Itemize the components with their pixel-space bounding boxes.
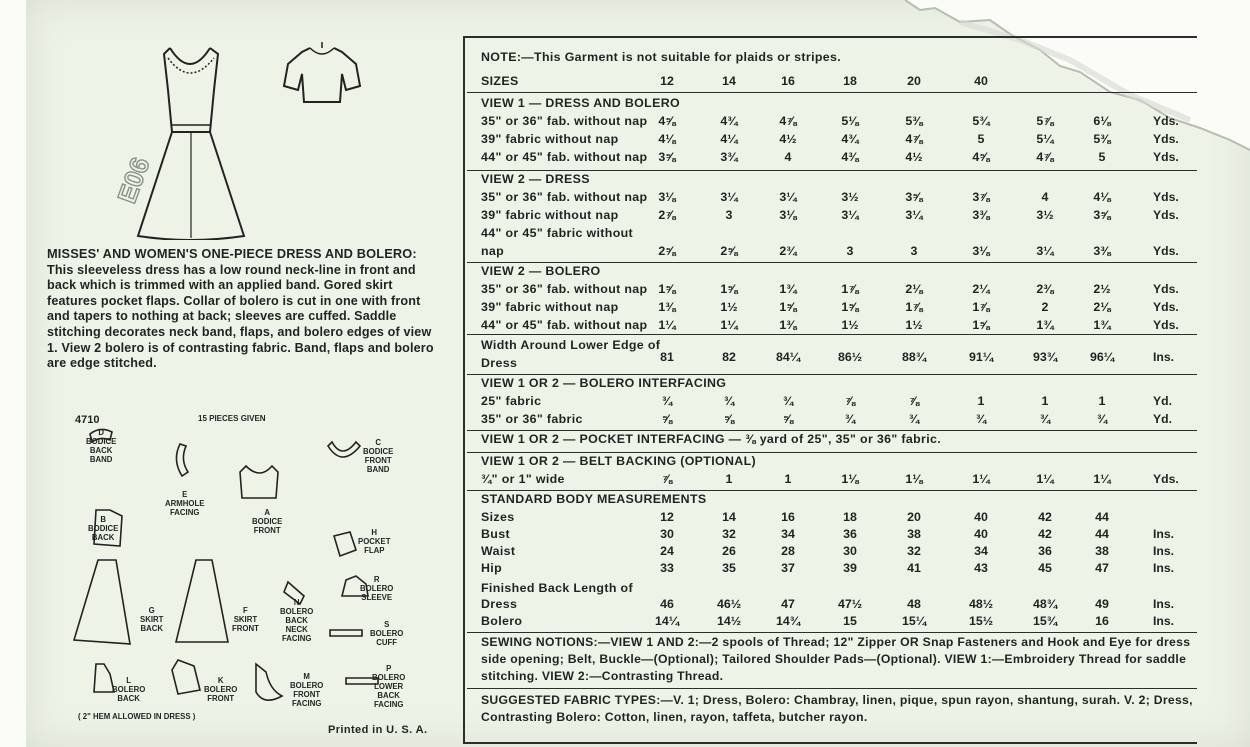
cell-value: 4¾ (841, 132, 859, 146)
row-label: 44" or 45" fabric without (481, 226, 634, 240)
cell-value: ¾ (1096, 412, 1108, 426)
cell-value: 1½ (905, 318, 923, 332)
cell-value: 2⅝ (720, 244, 738, 258)
cell-value: 20 (907, 510, 921, 524)
width-label: Width Around Lower Edge of (481, 338, 661, 352)
cell-value: 40 (974, 527, 988, 541)
piece-label-e: E ARMHOLE FACING (165, 490, 205, 517)
cell-value: 3⅝ (658, 150, 676, 164)
cell-value: ⅝ (782, 412, 794, 426)
unit-label: Yd. (1153, 412, 1172, 426)
cell-value: 46½ (716, 597, 742, 611)
cell-value: 1⅝ (841, 300, 859, 314)
cell-value: 1⅝ (779, 300, 797, 314)
cell-value: 48½ (968, 597, 994, 611)
fabric-types: SUGGESTED FABRIC TYPES:—V. 1; Dress, Bolero: Chambray, linen, pique, spun rayon, shantung, surah. V. 2; Dress, Contrasting Bolero: Cotton, linen, rayon, taffeta, butcher rayon. (481, 693, 1193, 724)
cell-value: 3⅝ (905, 190, 923, 204)
cell-value: 37 (781, 561, 795, 575)
cell-value: 81 (660, 350, 674, 364)
cell-value: 35 (722, 561, 736, 575)
cell-value: 40 (974, 510, 988, 524)
piece-label-c: C BODICE FRONT BAND (363, 438, 394, 474)
section-header: VIEW 2 — BOLERO (481, 264, 601, 278)
cell-value: 1½ (841, 318, 859, 332)
cell-value: 14½ (716, 614, 742, 628)
cell-value: 47½ (837, 597, 863, 611)
cell-value: 1 (725, 472, 733, 486)
cell-value: 4 (784, 150, 792, 164)
cell-value: 47 (1095, 561, 1109, 575)
cell-value: 1¾ (1036, 318, 1054, 332)
cell-value: 1¼ (1093, 472, 1111, 486)
description-title: MISSES' AND WOMEN'S ONE-PIECE DRESS AND BOLERO: (47, 246, 417, 261)
piece-label-s: S BOLERO CUFF (370, 620, 404, 647)
table-divider (467, 170, 1197, 171)
row-label: Dress (481, 597, 518, 611)
cell-value: 30 (660, 527, 674, 541)
cell-value: 2⅞ (658, 208, 676, 222)
cell-value: 4⅛ (658, 132, 676, 146)
cell-value: 3¼ (841, 208, 859, 222)
unit-label: Yds. (1153, 244, 1179, 258)
cell-value: 4 (1041, 190, 1049, 204)
cell-value: 1¼ (1036, 472, 1054, 486)
unit-label: Yds. (1153, 472, 1179, 486)
piece-label-p: P BOLERO LOWER BACK FACING (372, 664, 406, 709)
cell-value: 32 (907, 544, 921, 558)
cell-value: 2¼ (972, 282, 990, 296)
description-body: This sleeveless dress has a low round neck-line in front and back which is trimmed with an applied band. Gored skirt features pocket flaps. Collar of bolero is cut in one with front and tapers to nothing at back; sleeves are cuffed. Saddle stitching decorates neck band, flaps, and bolero edges of view 1. View 2 bolero is of contrasting fabric. Band, flaps and bolero are edge stitched. (47, 262, 434, 371)
row-label: 35" or 36" fab. without nap (481, 282, 648, 296)
cell-value: 1⅛ (905, 472, 923, 486)
cell-value: 16 (1095, 614, 1109, 628)
cell-value: 3 (910, 244, 918, 258)
cell-value: 3¼ (1036, 244, 1054, 258)
sizes-label: SIZES (481, 74, 519, 88)
unit-label: Ins. (1153, 350, 1174, 364)
cell-value: 4⅝ (658, 114, 676, 128)
cell-value: 43 (974, 561, 988, 575)
piece-label-h: H POCKET FLAP (358, 528, 391, 555)
unit-label: Yds. (1153, 282, 1179, 296)
row-label: 35" or 36" fab. without nap (481, 190, 648, 204)
cell-value: 2⅛ (1093, 300, 1111, 314)
section-header: VIEW 1 OR 2 — BELT BACKING (OPTIONAL) (481, 454, 756, 468)
piece-label-f: F SKIRT FRONT (232, 606, 259, 633)
table-note: NOTE:—This Garment is not suitable for plaids or stripes. (481, 50, 842, 64)
cell-value: 1⅜ (658, 300, 676, 314)
cell-value: 33 (660, 561, 674, 575)
unit-label: Yds. (1153, 150, 1179, 164)
cell-value: 84¼ (775, 350, 801, 364)
cell-value: 91¼ (968, 350, 994, 364)
cell-value: 1 (784, 472, 792, 486)
row-label: 44" or 45" fab. without nap (481, 318, 648, 332)
cell-value: 14¼ (654, 614, 680, 628)
table-divider (467, 92, 1197, 93)
cell-value: 36 (1038, 544, 1052, 558)
cell-value: 47 (781, 597, 795, 611)
row-label: Sizes (481, 510, 515, 524)
cell-value: 1¼ (720, 318, 738, 332)
cell-value: 96¼ (1089, 350, 1115, 364)
size-header: 14 (722, 74, 736, 88)
cell-value: 1 (1098, 394, 1106, 408)
cell-value: 6⅛ (1093, 114, 1111, 128)
cell-value: 3⅛ (658, 190, 676, 204)
piece-label-l: L BOLERO BACK (112, 676, 146, 703)
cell-value: 1⅛ (841, 472, 859, 486)
cell-value: 36 (843, 527, 857, 541)
row-label: Bolero (481, 614, 523, 628)
bolero-illustration (282, 42, 362, 106)
cell-value: 1 (1041, 394, 1049, 408)
cell-value: 44 (1095, 527, 1109, 541)
table-divider (467, 374, 1197, 375)
cell-value: 5¾ (972, 114, 990, 128)
cell-value: 1⅞ (905, 300, 923, 314)
section-header: STANDARD BODY MEASUREMENTS (481, 492, 707, 506)
cell-value: ¾ (975, 412, 987, 426)
cell-value: 1⅝ (658, 282, 676, 296)
table-divider (467, 688, 1197, 689)
cell-value: ¾ (908, 412, 920, 426)
cell-value: 42 (1038, 527, 1052, 541)
unit-label: Yds. (1153, 190, 1179, 204)
cell-value: 26 (722, 544, 736, 558)
cell-value: 5 (977, 132, 985, 146)
cell-value: 93¾ (1032, 350, 1058, 364)
cell-value: 46 (660, 597, 674, 611)
row-label: 39" fabric without nap (481, 300, 619, 314)
cell-value: 4½ (905, 150, 923, 164)
piece-label-a: A BODICE FRONT (252, 508, 283, 535)
unit-label: Ins. (1153, 597, 1174, 611)
hem-allowed-note: ( 2" HEM ALLOWED IN DRESS ) (78, 712, 196, 721)
unit-label: Ins. (1153, 527, 1174, 541)
cell-value: 1⅞ (841, 282, 859, 296)
piece-label-n: N BOLERO BACK NECK FACING (280, 598, 314, 643)
dress-illustration (130, 40, 250, 240)
cell-value: 3½ (1036, 208, 1054, 222)
cell-value: 45 (1038, 561, 1052, 575)
cell-value: 1¾ (1093, 318, 1111, 332)
cell-value: 3¾ (720, 150, 738, 164)
table-divider (467, 430, 1197, 431)
finished-label: Finished Back Length of (481, 581, 633, 595)
yardage-table (463, 36, 1197, 744)
cell-value: 2¾ (779, 244, 797, 258)
cell-value: 34 (974, 544, 988, 558)
cell-value: 1¼ (658, 318, 676, 332)
cell-value: ¾ (1039, 412, 1051, 426)
cell-value: 18 (843, 510, 857, 524)
cell-value: 3 (846, 244, 854, 258)
cell-value: 3⅜ (972, 208, 990, 222)
cell-value: 15¾ (1032, 614, 1058, 628)
cell-value: 5¼ (1036, 132, 1054, 146)
size-header: 16 (781, 74, 795, 88)
cell-value: 3¼ (779, 190, 797, 204)
cell-value: 1 (977, 394, 985, 408)
cell-value: ⅞ (844, 394, 856, 408)
unit-label: Yds. (1153, 318, 1179, 332)
cell-value: 3 (725, 208, 733, 222)
cell-value: 5 (1098, 150, 1106, 164)
row-label: 35" or 36" fab. without nap (481, 114, 648, 128)
cell-value: 44 (1095, 510, 1109, 524)
cell-value: 48¾ (1032, 597, 1058, 611)
size-header: 12 (660, 74, 674, 88)
pattern-description (47, 246, 442, 372)
size-header: 20 (907, 74, 921, 88)
cell-value: 86½ (837, 350, 863, 364)
unit-label: Yds. (1153, 132, 1179, 146)
cell-value: 1⅜ (779, 318, 797, 332)
cell-value: 2½ (1093, 282, 1111, 296)
cell-value: 1⅝ (972, 318, 990, 332)
unit-label: Yd. (1153, 394, 1172, 408)
cell-value: 41 (907, 561, 921, 575)
cell-value: ⅝ (723, 412, 735, 426)
piece-label-g: G SKIRT BACK (140, 606, 164, 633)
sewing-notions: SEWING NOTIONS:—VIEW 1 AND 2:—2 spools of Thread; 12" Zipper OR Snap Fasteners and Hook and Eye for dress side opening; Belt, Buckle—(Optional); Tailored Shoulder Pads—(Optional). VIEW 1:—Embroidery Thread for saddle stitching. VIEW 2:—Contrasting Thread. (481, 635, 1191, 683)
cell-value: 4¾ (720, 114, 738, 128)
cell-value: 15 (843, 614, 857, 628)
stamp-mark (104, 144, 168, 208)
cell-value: 3⅛ (972, 244, 990, 258)
size-header: 18 (843, 74, 857, 88)
cell-value: ¾ (782, 394, 794, 408)
cell-value: 14¾ (775, 614, 801, 628)
cell-value: 4⅞ (779, 114, 797, 128)
cell-value: 1½ (720, 300, 738, 314)
cell-value: 5⅛ (841, 114, 859, 128)
cell-value: ⅞ (908, 394, 920, 408)
row-label: 25" fabric (481, 394, 542, 408)
unit-label: Yds. (1153, 114, 1179, 128)
unit-label: Ins. (1153, 614, 1174, 628)
cell-value: 16 (781, 510, 795, 524)
side-pattern-number (1190, 376, 1242, 446)
cell-value: 1¼ (972, 472, 990, 486)
piece-label-m: M BOLERO FRONT FACING (290, 672, 324, 708)
cell-value: 1¾ (779, 282, 797, 296)
cell-value: 24 (660, 544, 674, 558)
cell-value: 32 (722, 527, 736, 541)
row-label: Waist (481, 544, 516, 558)
cell-value: ¾ (661, 394, 673, 408)
cell-value: 4⅜ (841, 150, 859, 164)
printed-in-usa: Printed in U. S. A. (328, 724, 428, 736)
cell-value: 5⅞ (1036, 114, 1054, 128)
row-label: Hip (481, 561, 503, 575)
cell-value: 3⅞ (972, 190, 990, 204)
cell-value: 34 (781, 527, 795, 541)
cell-value: 3½ (841, 190, 859, 204)
cell-value: 5⅜ (1093, 132, 1111, 146)
section-header: VIEW 2 — DRESS (481, 172, 590, 186)
table-divider (467, 452, 1197, 453)
cell-value: 4⅛ (1093, 190, 1111, 204)
row-label: 44" or 45" fab. without nap (481, 150, 648, 164)
cell-value: 3¼ (720, 190, 738, 204)
cell-value: 12 (660, 510, 674, 524)
cell-value: 38 (907, 527, 921, 541)
row-label: ¾" or 1" wide (481, 472, 565, 486)
row-label: 39" fabric without nap (481, 132, 619, 146)
cell-value: 28 (781, 544, 795, 558)
table-divider (467, 334, 1197, 335)
piece-label-r: R BOLERO SLEEVE (360, 575, 394, 602)
unit-label: Yds. (1153, 300, 1179, 314)
piece-label-k: K BOLERO FRONT (204, 676, 238, 703)
table-divider (467, 262, 1197, 263)
section-header: VIEW 1 — DRESS AND BOLERO (481, 96, 680, 110)
cell-value: 1⅞ (972, 300, 990, 314)
cell-value: 4⅞ (1036, 150, 1054, 164)
section-header: VIEW 1 OR 2 — BOLERO INTERFACING (481, 376, 727, 390)
size-header: 40 (974, 74, 988, 88)
cell-value: 2⅜ (1036, 282, 1054, 296)
cell-value: ¾ (723, 394, 735, 408)
cell-value: 30 (843, 544, 857, 558)
pieces-given: 15 PIECES GIVEN (198, 414, 266, 423)
row-label-cont: nap (481, 244, 505, 258)
cell-value: 48 (907, 597, 921, 611)
svg-text:E06: E06 (111, 153, 156, 208)
row-label: 39" fabric without nap (481, 208, 619, 222)
cell-value: ¾ (844, 412, 856, 426)
table-divider (467, 490, 1197, 491)
cell-value: 2⅛ (905, 282, 923, 296)
cell-value: 3⅛ (779, 208, 797, 222)
unit-label: Ins. (1153, 561, 1174, 575)
cell-value: 4⅞ (905, 132, 923, 146)
cell-value: 4⅝ (972, 150, 990, 164)
cell-value: 42 (1038, 510, 1052, 524)
unit-label: Yds. (1153, 208, 1179, 222)
width-label-cont: Dress (481, 356, 518, 370)
cell-value: 5⅜ (905, 114, 923, 128)
cell-value: 3⅜ (1093, 244, 1111, 258)
cell-value: 15½ (968, 614, 994, 628)
piece-label-b: B BODICE BACK (88, 515, 119, 542)
cell-value: 4¼ (720, 132, 738, 146)
cell-value: 4½ (779, 132, 797, 146)
cell-value: 88¾ (901, 350, 927, 364)
cell-value: 38 (1095, 544, 1109, 558)
pieces-pattern-number: 4710 (75, 414, 100, 426)
cell-value: 1⅝ (720, 282, 738, 296)
cell-value: 2⅝ (658, 244, 676, 258)
pocket-interfacing: VIEW 1 OR 2 — POCKET INTERFACING — ⅜ yard of 25", 35" or 36" fabric. (481, 432, 942, 446)
table-divider (467, 632, 1197, 633)
unit-label: Ins. (1153, 544, 1174, 558)
cell-value: 15¼ (901, 614, 927, 628)
cell-value: ⅞ (661, 472, 673, 486)
cell-value: 3⅝ (1093, 208, 1111, 222)
cell-value: ⅝ (661, 412, 673, 426)
cell-value: 49 (1095, 597, 1109, 611)
cell-value: 14 (722, 510, 736, 524)
cell-value: 39 (843, 561, 857, 575)
piece-label-d: D BODICE BACK BAND (86, 428, 117, 464)
cell-value: 3¼ (905, 208, 923, 222)
row-label: Bust (481, 527, 510, 541)
cell-value: 2 (1041, 300, 1049, 314)
row-label: 35" or 36" fabric (481, 412, 583, 426)
cell-value: 82 (722, 350, 736, 364)
